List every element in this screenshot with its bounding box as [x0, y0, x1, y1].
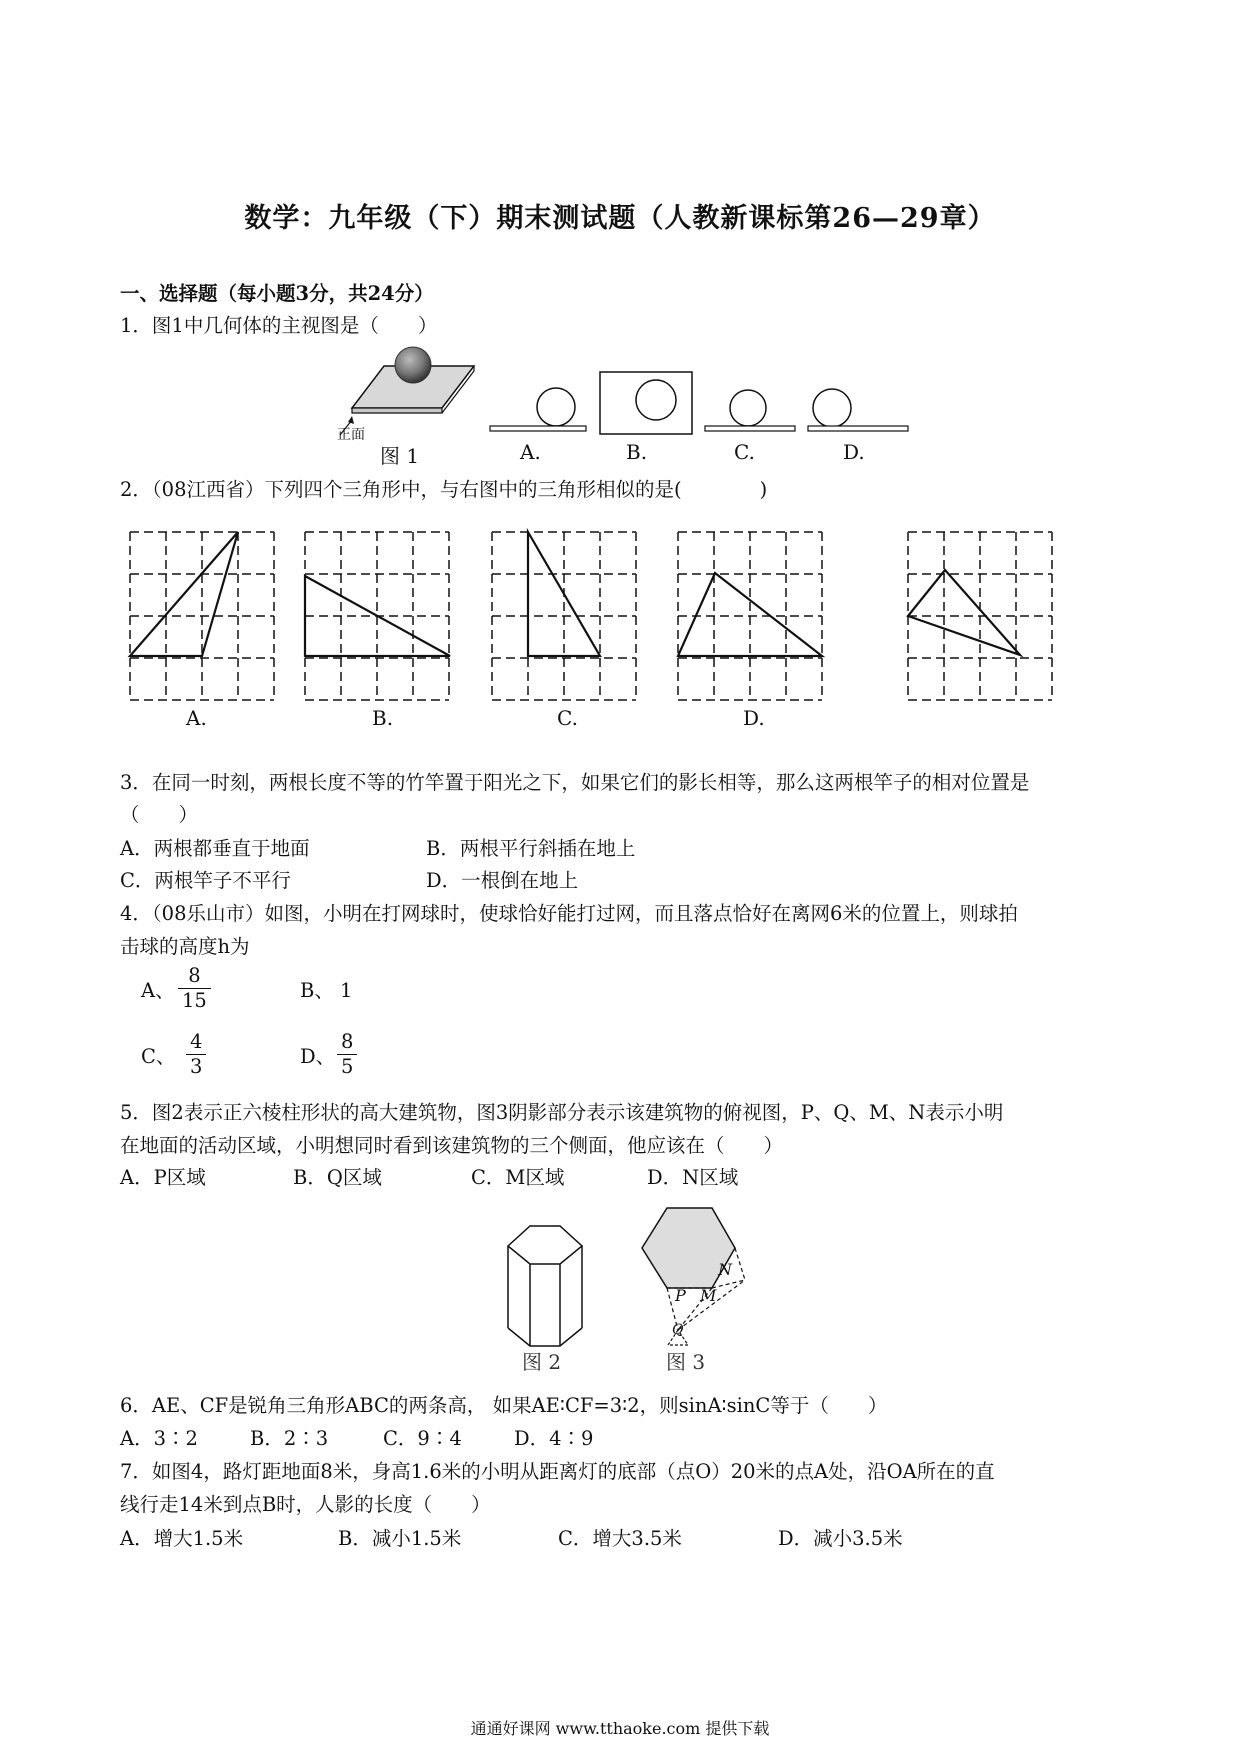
q4-option-c-numerator: 4 [186, 1030, 206, 1055]
q2-option-b-label: B. [372, 706, 394, 730]
figure-3-caption: 图 3 [666, 1350, 706, 1374]
q4-option-d-numerator: 8 [337, 1030, 357, 1055]
q2-option-c-label: C. [557, 706, 578, 730]
question-7-line-2: 线行走14米到点B时，人影的长度（ ） [120, 1493, 491, 1516]
q1-option-d-label: D. [843, 440, 865, 464]
q1-option-c-label: C. [734, 440, 755, 464]
region-q-label: Q [672, 1322, 684, 1338]
q6-option-c: C．9∶4 [383, 1427, 462, 1450]
q4-option-c-denominator: 3 [190, 1055, 203, 1078]
q4-option-d-denominator: 5 [341, 1055, 354, 1078]
figure-2-caption: 图 2 [522, 1350, 562, 1374]
question-3-line-2: （ ） [120, 803, 199, 826]
region-m-label: M [700, 1286, 717, 1305]
q4-option-a-numerator: 8 [178, 964, 211, 989]
q7-option-d: D．减小3.5米 [778, 1527, 903, 1550]
question-2-text: 2．（08江西省）下列四个三角形中，与右图中的三角形相似的是( ) [120, 478, 768, 501]
q5-option-b: B．Q区域 [293, 1166, 382, 1189]
q3-option-a: A．两根都垂直于地面 [120, 837, 310, 860]
q3-option-c: C．两根竿子不平行 [120, 869, 291, 892]
q2-option-a-label: A. [186, 706, 207, 730]
q3-option-d: D．一根倒在地上 [426, 869, 579, 892]
q1-option-a-label: A. [520, 440, 541, 464]
q4-option-a-label: A、 [141, 979, 175, 1002]
page-footer: 通通好课网 www.tthaoke.com 提供下载 [470, 1719, 770, 1738]
front-label: 正面 [337, 427, 365, 443]
q5-option-a: A．P区域 [120, 1166, 206, 1189]
question-6-text: 6．AE、CF是锐角三角形ABC的两条高， 如果AE∶CF=3∶2，则sinA∶sinC等于（ ） [120, 1394, 888, 1417]
q7-option-a: A．增大1.5米 [120, 1527, 244, 1550]
q5-option-c: C．M区域 [471, 1166, 565, 1189]
q6-option-b: B．2∶3 [250, 1427, 329, 1450]
q2-option-d-label: D. [743, 706, 765, 730]
question-5-line-2: 在地面的活动区域，小明想同时看到该建筑物的三个侧面，他应该在（ ） [120, 1134, 784, 1157]
q1-option-b-label: B. [626, 440, 648, 464]
q6-option-d: D．4∶9 [514, 1427, 594, 1450]
q4-option-b: B、 1 [300, 979, 353, 1002]
question-3-line-1: 3．在同一时刻，两根长度不等的竹竿置于阳光之下，如果它们的影长相等，那么这两根竿子的相对位置是 [120, 771, 1030, 794]
figure-1-caption: 图 1 [380, 444, 420, 468]
question-4-line-2: 击球的高度h为 [120, 935, 250, 958]
q7-option-b: B．减小1.5米 [338, 1527, 462, 1550]
question-5-line-1: 5．图2表示正六棱柱形状的高大建筑物，图3阴影部分表示该建筑物的俯视图，P、Q、M、N表示小明 [120, 1101, 1004, 1124]
q6-option-a: A．3∶2 [120, 1427, 198, 1450]
q4-option-c-label: C、 [141, 1045, 176, 1068]
q5-option-d: D．N区域 [647, 1166, 739, 1189]
q3-option-b: B．两根平行斜插在地上 [426, 837, 636, 860]
question-7-line-1: 7．如图4，路灯距地面8米，身高1.6米的小明从距离灯的底部（点O）20米的点A处，沿OA所在的直 [120, 1460, 995, 1483]
region-p-label: P [675, 1286, 686, 1305]
region-n-label: N [718, 1260, 732, 1279]
figure-2-hexagonal-prism [508, 1226, 582, 1346]
q4-option-d-label: D、 [300, 1045, 336, 1068]
question-1-text: 1．图1中几何体的主视图是（ ） [120, 314, 438, 337]
q4-option-a-denominator: 15 [182, 989, 207, 1012]
page-title: 数学：九年级（下）期末测试题（人教新课标第26—29章） [244, 203, 996, 234]
q7-option-c: C．增大3.5米 [558, 1527, 682, 1550]
section-heading: 一、选择题（每小题3分，共24分） [120, 282, 434, 305]
question-4-line-1: 4．（08乐山市）如图，小明在打网球时，使球恰好能打过网，而且落点恰好在离网6米的位置上，则球拍 [120, 902, 1018, 925]
